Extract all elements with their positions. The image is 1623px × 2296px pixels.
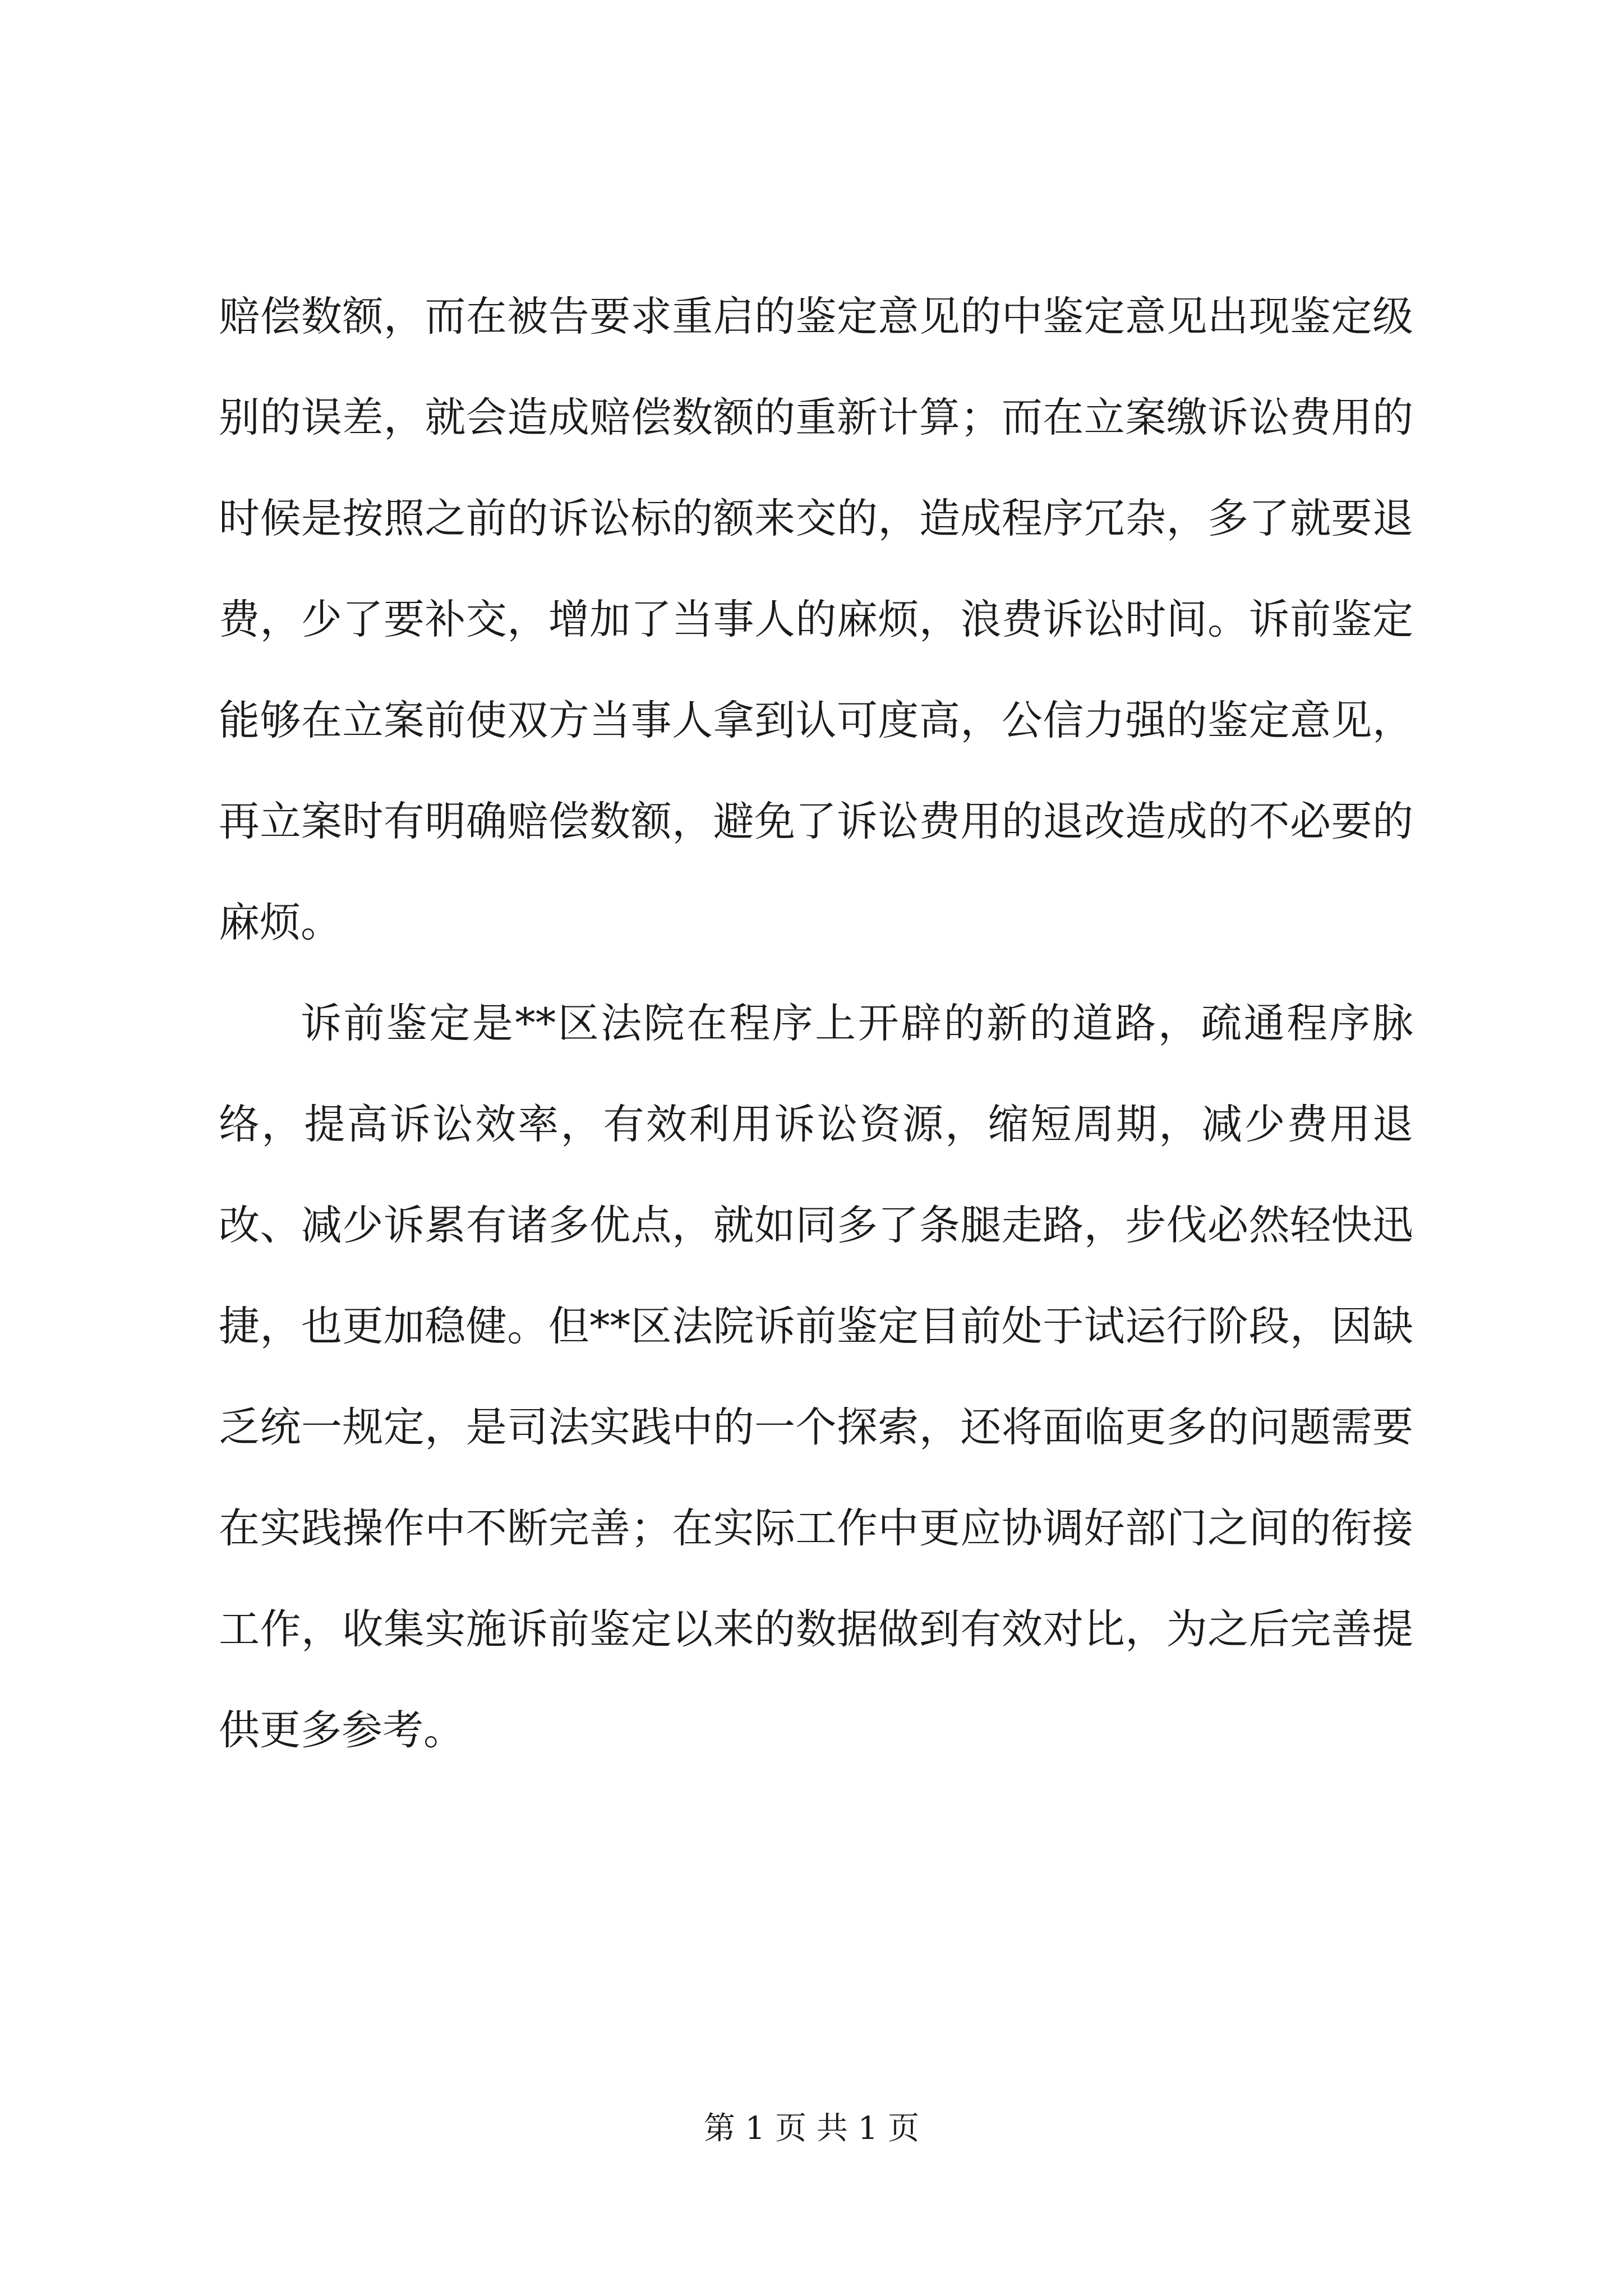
paragraph-pre-litigation-appraisal: 诉前鉴定是**区法院在程序上开辟的新的道路，疏通程序脉络，提高诉讼效率，有效利用诉讼资源，缩短周期，减少费用退改、减少诉累有诸多优点，就如同多了条腿走路，步伐必然轻快迅捷，也更加稳健。但**区法院诉前鉴定目前处于试运行阶段，因缺乏统一规定，是司法实践中的一个探索，还将面临更多的问题需要在实践操作中不断完善；在实际工作中更应协调好部门之间的衔接工作，收集实施诉前鉴定以来的数据做到有效对比，为之后完善提供更多参考。 (219, 1000, 1413, 1754)
paragraph-continued: 赔偿数额，而在被告要求重启的鉴定意见的中鉴定意见出现鉴定级别的误差，就会造成赔偿数额的重新计算；而在立案缴诉讼费用的时候是按照之前的诉讼标的额来交的，造成程序冗杂，多了就要退费，少了要补交，增加了当事人的麻烦，浪费诉讼时间。诉前鉴定能够在立案前使双方当事人拿到认可度高，公信力强的鉴定意见，再立案时有明确赔偿数额，避免了诉讼费用的退改造成的不必要的麻烦。 (219, 293, 1413, 946)
page-footer: 第 1 页 共 1 页 (703, 2110, 920, 2147)
document-body (219, 266, 1413, 1781)
